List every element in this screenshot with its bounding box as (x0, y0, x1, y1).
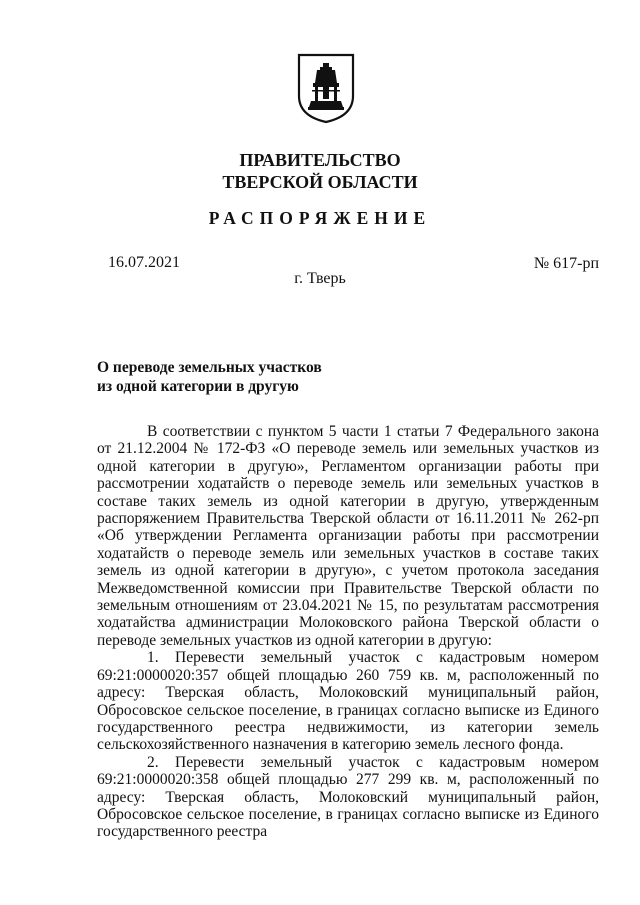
item-2-paragraph: 2. Перевести земельный участок с кадастровым номером 69:21:0000020:358 общей площадью 277 299 кв. м, расположенный по адресу: Тверская область, Молоковский муниципальный район, Обросовское сельское поселение, в границах согласно выписке из Единого государственного реестра (97, 753, 599, 841)
intro-paragraph: В соответствии с пунктом 5 части 1 статьи 7 Федерального закона от 21.12.2004 № 172-ФЗ «О переводе земель или земельных участков из одной категории в другую», Регламентом организации работы при рассмотрении ходатайств о переводе земель или земельных участков в составе таких земель из одной категории в другую, утвержденным распоряжением Правительства Тверской области от 16.11.2011 № 262-рп «Об утверждении Регламента организации работы при рассмотрении ходатайств о переводе земель или земельных участков в составе таких земель из одной категории в другую», с учетом протокола заседания Межведомственной комиссии при Правительстве Тверской области по земельным отношениям от 23.04.2021 № 15, по результатам рассмотрения ходатайства администрации Молоковского района Тверской области о переводе земельных участков из одной категории в другую: (97, 423, 599, 649)
document-number: № 617-рп (533, 255, 599, 272)
document-city: г. Тверь (294, 270, 346, 287)
government-title-line1: ПРАВИТЕЛЬСТВО (239, 150, 401, 170)
subject-line2: из одной категории в другую (97, 378, 299, 395)
item-1-paragraph: 1. Перевести земельный участок с кадастровым номером 69:21:0000020:357 общей площадью 260 759 кв. м, расположенный по адресу: Тверская область, Молоковский муниципальный район, Обросовское сельское поселение, в границах согласно выписке из Единого государственного реестра недвижимости, из категории земель сельскохозяйственного назначения в категорию земель лесного фонда. (97, 649, 599, 754)
document-date: 16.07.2021 (108, 254, 180, 271)
document-body (97, 423, 599, 841)
subject-line1: О переводе земельных участков (97, 359, 322, 376)
document-type-heading: РАСПОРЯЖЕНИЕ (208, 208, 432, 228)
tver-coat-of-arms-icon (296, 52, 356, 124)
government-title-line2: ТВЕРСКОЙ ОБЛАСТИ (222, 172, 418, 192)
document-subject (97, 358, 322, 396)
